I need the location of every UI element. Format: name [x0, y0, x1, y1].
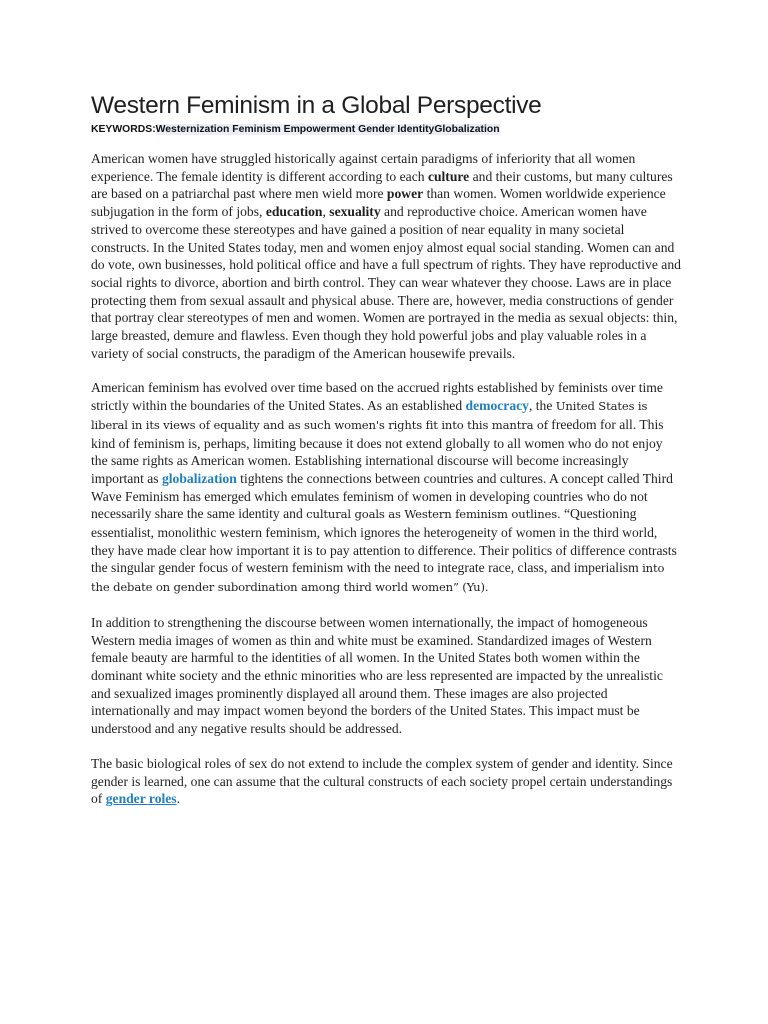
paragraph-1-text: and their customs, but many cultures are based on a patriarchal past where men wield more	[91, 168, 673, 202]
paragraph-2-quote: “Questioning essentialist, monolithic western feminism, which ignores the heterogeneity of women in the third world, they have made clear how important it is to pay attention to difference. Their politics of difference contrasts the singular gender focus of western feminism with the need to integrate race, class, and imperialism	[91, 506, 677, 576]
paragraph-2-text: tightens the connections between countries and cultures. A concept called Third Wave Feminism has emerged which emulates feminism of women in developing countries who do not necessarily share the same identity and	[91, 470, 673, 522]
paragraph-2-alt-text: United States is liberal in its views of equality and as such women's rights fit into this mantra of	[91, 399, 648, 432]
paragraph-2-alt-text: into the debate on gender subordination among third world women” (Yu).	[91, 561, 665, 595]
keyword-power: power	[386, 186, 424, 202]
paragraph-1-text: ,	[322, 204, 330, 220]
keywords-terms: Westernization Feminism Empowerment Gender IdentityGlobalization	[155, 124, 500, 135]
paragraph-4	[91, 755, 681, 808]
link-globalization[interactable]: globalization	[161, 470, 237, 486]
paragraph-1-text: American women have struggled historically against certain paradigms of inferiority that all women experience. The female identity is different according to each	[91, 151, 636, 184]
paragraph-4-text: .	[176, 791, 180, 807]
paragraph-1-text: than women. Women worldwide experience subjugation in the form of jobs,	[91, 186, 666, 220]
paragraph-2-text: American feminism has evolved over time based on the accrued rights established by feminists over time strictly within the boundaries of the United States. As an established	[91, 380, 663, 414]
paragraph-2	[91, 379, 681, 596]
paragraph-1-text: and reproductive choice. American women have strived to overcome these stereotypes and have gained a position of near equality in many societal constructs. In the United States today, men and women enjoy almost equal social standing. Women can and do vote, own businesses, hold political office and have a full spectrum of rights. They have reproductive and social rights to divorce, abortion and birth control. They can wear whatever they choose. Laws are in place protecting them from sexual assault and physical abuse. There are, however, media constructions of gender that portray clear stereotypes of men and women. Women are portrayed in the media as sexual objects: thin, large breasted, demure and flawless. Even though they hold powerful jobs and play valuable roles in a variety of social constructs, the paradigm of the American housewife prevails.	[91, 204, 681, 361]
keyword-sexuality: sexuality	[329, 204, 381, 220]
keyword-culture: culture	[427, 168, 470, 184]
keyword-education: education	[265, 204, 323, 220]
document-content	[91, 92, 681, 808]
link-gender-roles[interactable]: gender roles	[105, 791, 177, 807]
paragraph-2-text: , the	[528, 398, 556, 414]
paragraph-2-alt-text: cultural goals as Western feminism outlines.	[306, 507, 561, 522]
paragraph-2-text: freedom for all. This kind of feminism is, perhaps, limiting because it does not extend globally to all women who do not enjoy the same rights as American women. Establishing international discourse will become increasingly important as	[91, 416, 664, 486]
keywords-label: KEYWORDS:	[91, 124, 156, 135]
paragraph-4-text: The basic biological roles of sex do not extend to include the complex system of gender and identity. Since gender is learned, one can assume that the cultural constructs of each society propel certain understandings of	[91, 755, 673, 807]
link-democracy[interactable]: democracy	[465, 398, 529, 414]
paragraph-1	[91, 150, 681, 362]
paragraph-3: In addition to strengthening the discourse between women internationally, the impact of homogeneous Western media images of women as thin and white must be examined. Standardized images of Western female beauty are harmful to the identities of all women. In the United States both women within the dominant white society and the ethnic minorities who are less represented are impacted by the unrealistic and sexualized images prominently displayed all around them. These images are also projected internationally and may impact women beyond the borders of the United States. This impact must be understood and any negative results should be addressed.	[91, 614, 663, 737]
keywords-line	[91, 123, 681, 136]
document-title: Western Feminism in a Global Perspective	[91, 92, 542, 119]
